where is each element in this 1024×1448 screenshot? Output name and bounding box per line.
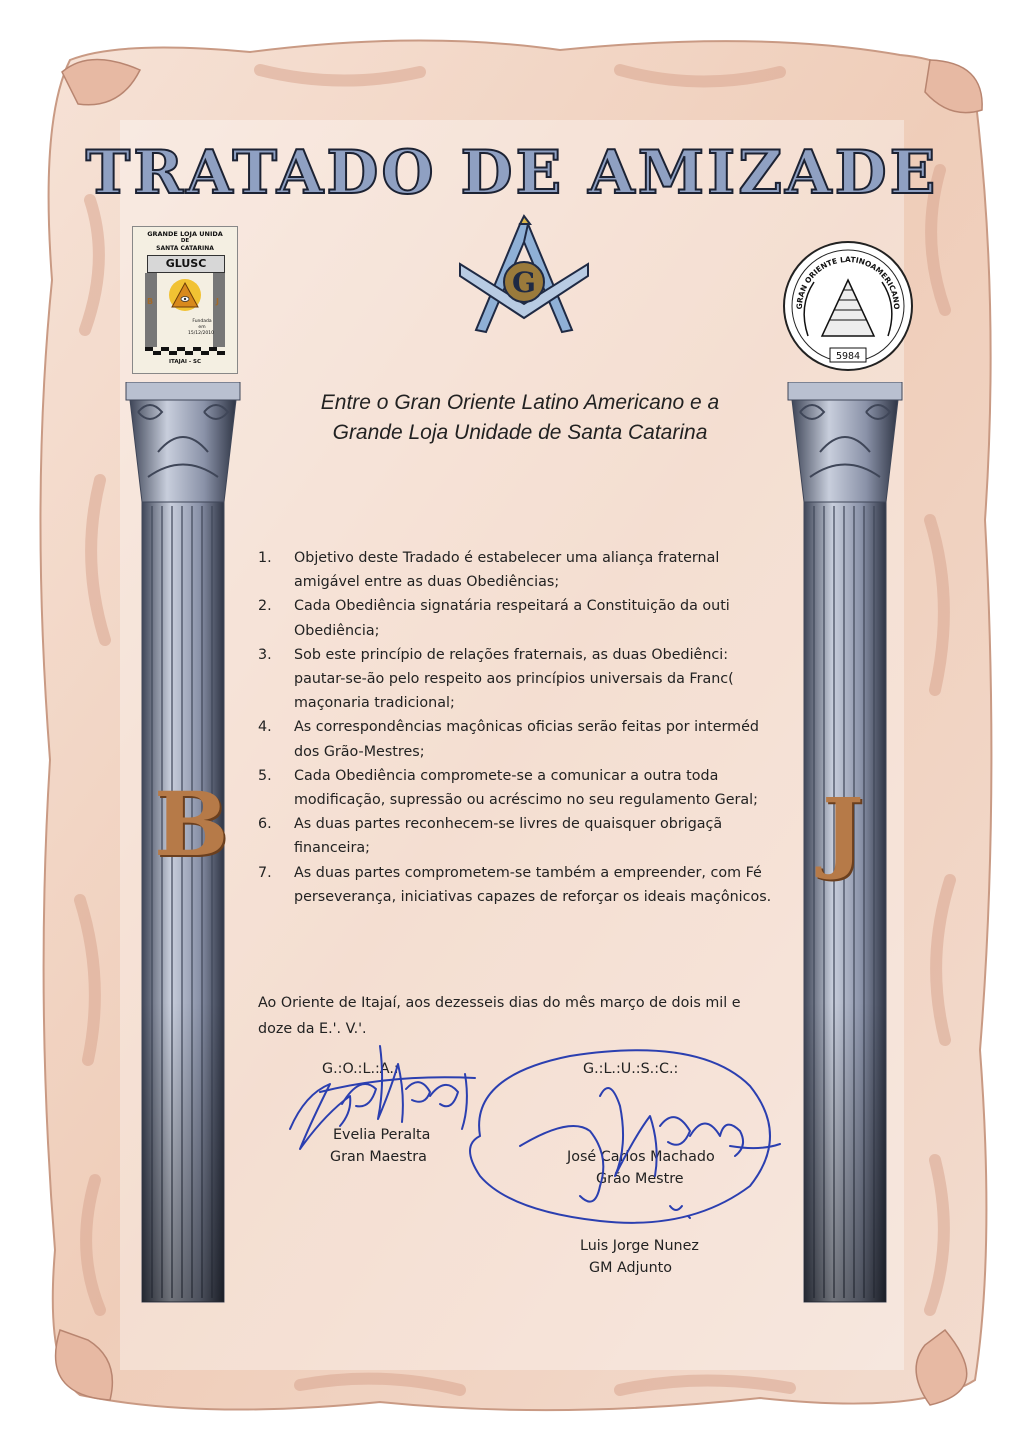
emblem-letter-g: G [512, 266, 536, 299]
clause-line: Cada Obediência compromete-se a comunicar a outra toda [294, 767, 719, 784]
clause-line: modificação, supressão ou acréscimo no seu regulamento Geral; [294, 792, 758, 809]
signatory-right-name: José Carlos Machado [567, 1149, 715, 1165]
glusc-founded-line2: em [198, 325, 206, 330]
clause-line: Cada Obediência signatária respeitará a Constituição da outi [294, 598, 730, 615]
clause-number: 3. [258, 646, 272, 663]
glusc-de-text: DE [180, 238, 190, 244]
treaty-parties [260, 388, 780, 448]
signature-jose-carlos-machado [450, 1036, 810, 1236]
clause-line: Objetivo deste Tradado é estabelecer uma aliança fraternal [294, 550, 720, 566]
glusc-logo [132, 226, 238, 374]
glusc-founded-line1: Fundada [192, 319, 212, 324]
clause-line: Sob este princípio de relações fraternais, as duas Obediênci: [294, 646, 729, 663]
signatory-left-role: Gran Maestra [330, 1149, 427, 1165]
signatory-bottom-role: GM Adjunto [589, 1260, 673, 1276]
subtitle-line-1: Entre o Gran Oriente Latino Americano e a [320, 391, 720, 414]
seal-number: 5984 [835, 351, 861, 362]
document-title: TRATADO DE AMIZADE [85, 138, 939, 208]
signatory-right-role: Grão Mestre [596, 1171, 684, 1187]
glusc-checkered-floor-icon [145, 347, 225, 355]
clause-number: 4. [258, 719, 272, 736]
clause-line: amigável entre as duas Obediências; [294, 574, 560, 591]
clause-item [258, 764, 778, 812]
clause-item [258, 715, 778, 763]
clause-item [258, 594, 778, 642]
signatory-bottom-name: Luis Jorge Nunez [580, 1238, 699, 1254]
clause-line: maçonaria tradicional; [294, 695, 455, 712]
clause-line: Obediência; [294, 622, 380, 639]
glusc-name: GLUSC [165, 257, 207, 270]
closing-line-1: Ao Oriente de Itajaí, aos dezesseis dias do mês março de dois mil e [258, 995, 741, 1011]
signatory-right-org: G.:L.:U.:S.:C.: [583, 1061, 679, 1077]
glusc-left-pillar [145, 273, 157, 347]
clause-number: 5. [258, 767, 272, 784]
clause-line: pautar-se-ão pelo respeito aos princípios universais da Franc( [294, 671, 734, 688]
clause-line: perseverança, iniciativas capazes de reforçar os ideais maçônicos. [294, 888, 772, 905]
clause-list [258, 546, 778, 909]
subtitle-line-2: Grande Loja Unidade de Santa Catarina [332, 421, 708, 444]
clause-item [258, 861, 778, 909]
left-column-letter-b: B [154, 772, 229, 876]
seal-arc-text: GRAN ORIENTE LATINOAMERICANO [794, 254, 902, 310]
signatory-left-name: Evelia Peralta [333, 1127, 431, 1143]
clause-number: 1. [258, 550, 272, 566]
clause-line: dos Grão-Mestres; [294, 743, 425, 760]
clause-number: 6. [258, 816, 272, 833]
square-and-compass-icon [454, 212, 594, 338]
clause-line: As duas partes reconhecem-se livres de quaisquer obrigaçã [294, 816, 723, 833]
clause-item [258, 643, 778, 716]
clause-item [258, 812, 778, 860]
glusc-state-text: SANTA CATARINA [156, 245, 214, 252]
clause-line: As correspondências maçônicas oficias serão feitas por interméd [294, 719, 759, 736]
glusc-founded-date: 15/12/2010 [188, 331, 214, 336]
glusc-top-text: GRANDE LOJA UNIDA [147, 230, 223, 238]
glusc-eye-triangle-icon [165, 277, 205, 313]
clause-line: financeira; [294, 840, 370, 857]
clause-line: As duas partes comprometem-se também a empreender, com Fé [294, 864, 762, 881]
glusc-city: ITAJAI - SC [168, 359, 202, 365]
gola-seal [778, 236, 918, 376]
glusc-name-banner [147, 255, 225, 273]
glusc-b-letter: B [147, 297, 154, 306]
closing-line-2: doze da E.'. V.'. [258, 1021, 367, 1037]
clause-number: 7. [258, 864, 272, 881]
glusc-j-letter: J [216, 297, 219, 306]
signatory-left-org: G.:O.:L.:A.: [322, 1061, 399, 1077]
clause-number: 2. [258, 598, 272, 615]
clause-item [258, 546, 778, 594]
right-column-letter-j: J [822, 778, 864, 882]
